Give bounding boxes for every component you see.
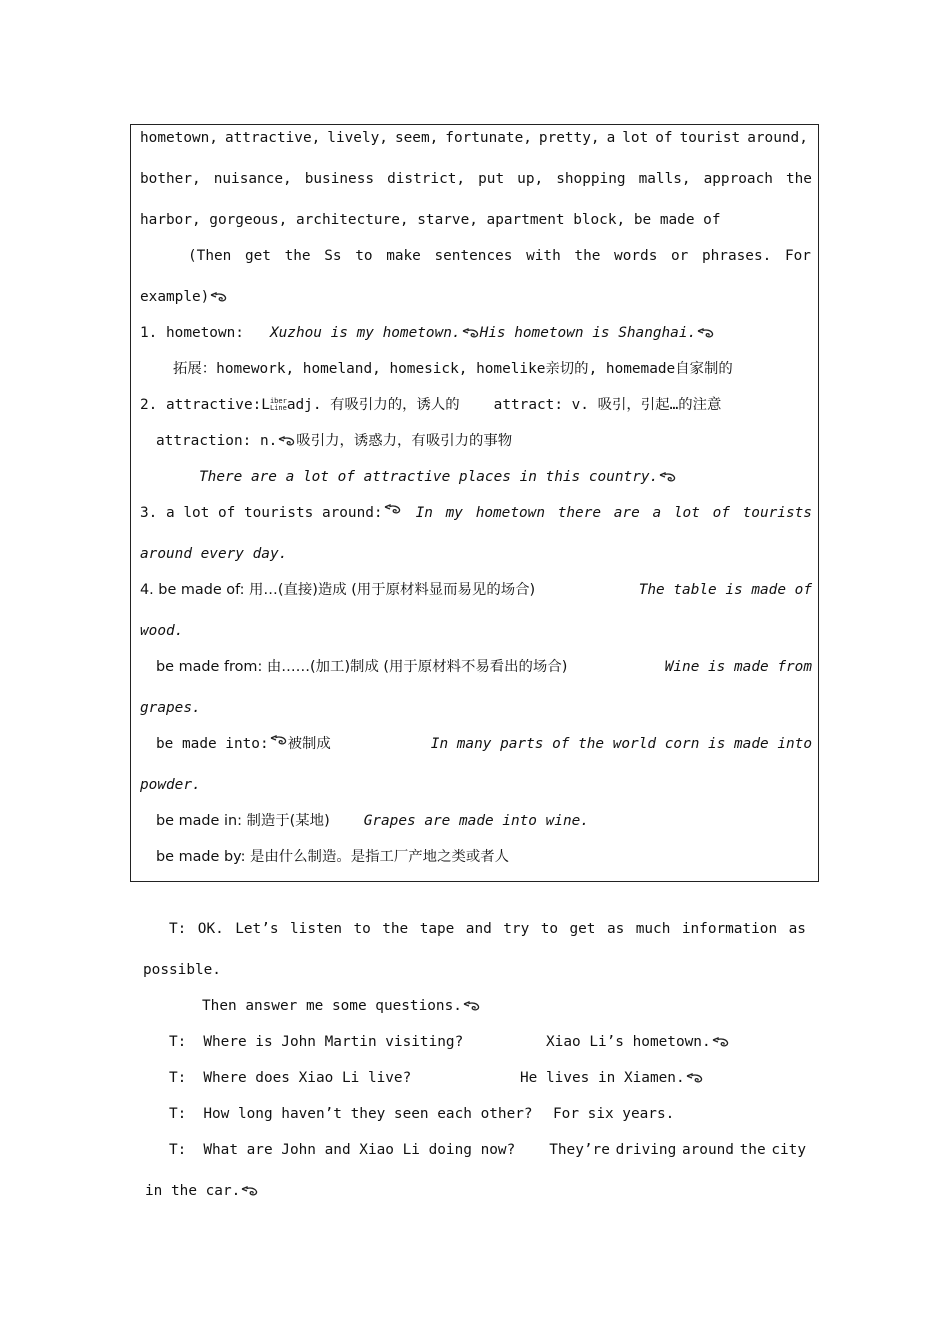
item-made-of-label: 4. be made of: 用…(直接)造成 (用于原材料显而易见的场合)	[140, 582, 536, 598]
item-hometown-label: 1. hometown:	[140, 325, 244, 341]
item-attraction-def: 吸引力，诱惑力，有吸引力的事物	[296, 433, 513, 449]
instruction-word: make	[386, 248, 421, 264]
qa-3-answer: For six years.	[553, 1106, 675, 1122]
vocab-word: of	[655, 130, 673, 146]
vocab-word: shopping	[556, 171, 626, 187]
answer-word: around	[681, 1142, 734, 1158]
example-word: are	[613, 505, 640, 521]
example-word: hometown	[475, 505, 545, 521]
item-made-in-label: be made in: 制造于(某地)	[156, 813, 330, 829]
vocab-word: business	[304, 171, 375, 187]
return-mark-icon	[278, 435, 295, 447]
vocab-line-3: harbor, gorgeous, architecture, starve, apartment block, be made of	[140, 212, 721, 228]
dialogue-word: to	[353, 921, 371, 937]
item-hometown-example-2: His hometown is Shanghai.	[479, 325, 697, 341]
dialogue-word: and	[465, 921, 492, 937]
dialogue-word: to	[540, 921, 559, 937]
item-attractive-label: 2. attractive:	[140, 397, 262, 413]
qa-4-speaker: T:	[169, 1142, 187, 1158]
example-word: my	[445, 505, 463, 521]
instruction-word: the	[574, 248, 601, 264]
return-mark-icon	[712, 1036, 729, 1048]
instruction-text: example)	[140, 289, 210, 305]
return-mark-icon	[463, 1000, 480, 1012]
qa-4	[169, 1140, 806, 1160]
answer-word: the	[739, 1142, 766, 1158]
qa-2-answer: He lives in Xiamen.	[520, 1068, 704, 1088]
item-attraction	[156, 431, 512, 451]
qa-3-question: How long haven’t they seen each other?	[203, 1106, 533, 1122]
vocab-word: lot	[622, 130, 649, 146]
example-word: tourists	[742, 505, 812, 521]
qa-1	[169, 1032, 463, 1052]
item-tourists-label: 3. a lot of tourists around:	[140, 505, 383, 521]
instruction-word: the	[284, 248, 311, 264]
item-attractive-def: adj. 有吸引力的，诱人的	[286, 397, 460, 413]
dialogue-word: T:	[169, 921, 187, 937]
dialogue-word: get	[569, 921, 596, 937]
example-word: a	[652, 505, 662, 521]
instruction-line-1	[188, 246, 811, 266]
item-made-of-example: The table is made of	[638, 582, 812, 598]
instruction-word: sentences	[434, 248, 513, 264]
dialogue-then: Then answer me some questions.	[202, 996, 481, 1016]
vocab-word: put	[478, 171, 505, 187]
instruction-word: words	[614, 248, 658, 264]
example-word: there	[557, 505, 602, 521]
vocab-line-1	[140, 128, 808, 148]
vocab-word: around,	[747, 130, 808, 146]
instruction-word: Ss	[324, 248, 342, 264]
qa-3	[169, 1104, 533, 1124]
vocab-word: a	[606, 130, 616, 146]
instruction-word: to	[355, 248, 373, 264]
vocab-word: the	[785, 171, 812, 187]
instruction-word: (Then	[188, 248, 232, 264]
return-mark-icon	[241, 1185, 258, 1197]
vocab-word: lively,	[327, 130, 388, 146]
item-made-of	[140, 580, 812, 600]
qa-2	[169, 1068, 411, 1088]
item-made-of-example-cont: wood.	[140, 623, 184, 639]
item-attract-def: attract: v. 吸引，引起…的注意	[493, 397, 722, 413]
qa-1-speaker: T:	[169, 1034, 187, 1050]
vocab-word: nuisance,	[213, 171, 292, 187]
item-attractive-example: There are a lot of attractive places in this country.	[199, 467, 677, 487]
dialogue-intro	[169, 919, 806, 939]
dialogue-word: listen	[290, 921, 342, 937]
vocab-word: bother,	[140, 171, 201, 187]
item-made-by: be made by: 是由什么制造。是指工厂产地之类或者人	[156, 849, 510, 865]
dialogue-word: as	[788, 921, 806, 937]
vocab-word: malls,	[638, 171, 691, 187]
item-tourists-example	[416, 503, 812, 523]
vocab-word: up,	[517, 171, 544, 187]
item-attractive	[140, 395, 721, 415]
dialogue-word: the	[382, 921, 409, 937]
instruction-word: or	[671, 248, 689, 264]
vocab-word: district,	[387, 171, 466, 187]
example-word: of	[712, 505, 730, 521]
vocab-word: pretty,	[538, 130, 600, 146]
return-mark-icon	[659, 471, 676, 483]
return-mark-icon	[210, 291, 227, 303]
item-made-from-label: be made from: 由……(加工)制成 (用于原材料不易看出的场合)	[156, 659, 568, 675]
qa-4-question: What are John and Xiao Li doing now?	[203, 1142, 516, 1158]
qa-2-question: Where does Xiao Li live?	[203, 1070, 412, 1086]
answer-word: city	[771, 1142, 806, 1158]
dialogue-intro-cont: possible.	[143, 962, 221, 978]
dialogue-word: OK.	[197, 921, 224, 937]
item-made-from	[156, 657, 812, 677]
item-made-into-example-cont: powder.	[140, 777, 201, 793]
dialogue-word: Let’s	[235, 921, 279, 937]
extension-line: 拓展：homework, homeland, homesick, homelike亲切的, homemade自家制的	[173, 361, 733, 377]
item-made-into-label: be made into:	[156, 736, 269, 752]
item-tourists-example-cont: around every day.	[140, 546, 288, 562]
item-made-into	[156, 734, 812, 754]
instruction-word: with	[526, 248, 561, 264]
item-made-in-example: Grapes are made into wine.	[363, 813, 589, 829]
item-made-into-def: 被制成	[287, 736, 331, 752]
answer-word: driving	[615, 1142, 677, 1158]
return-mark-icon	[384, 503, 401, 523]
item-made-into-example: In many parts of the world corn is made into	[430, 736, 812, 752]
dialogue-word: tape	[419, 921, 455, 937]
dialogue-word: as	[606, 921, 625, 937]
return-mark-icon	[697, 327, 714, 339]
return-mark-icon	[270, 734, 287, 754]
vocab-word: fortunate,	[445, 130, 532, 146]
item-attractive-mark-small: iber Line	[269, 397, 287, 412]
instruction-word: phrases.	[701, 248, 772, 264]
item-made-from-example-cont: grapes.	[140, 700, 201, 716]
example-word: In	[415, 505, 433, 521]
dialogue-word: information	[681, 921, 778, 937]
instruction-line-2	[140, 287, 228, 307]
return-mark-icon	[462, 327, 479, 339]
instruction-word: For	[784, 248, 811, 264]
vocab-word: attractive,	[224, 130, 321, 146]
item-made-in	[156, 811, 589, 831]
qa-3-speaker: T:	[169, 1106, 187, 1122]
return-mark-icon	[686, 1072, 703, 1084]
item-made-from-example: Wine is made from	[664, 659, 812, 675]
qa-1-question: Where is John Martin visiting?	[203, 1034, 464, 1050]
vocab-word: approach	[703, 171, 773, 187]
qa-1-answer: Xiao Li’s hometown.	[546, 1032, 730, 1052]
item-hometown	[140, 323, 715, 343]
vocab-line-2	[140, 169, 812, 189]
item-attraction-label: attraction: n.	[156, 433, 278, 449]
vocab-word: seem,	[394, 130, 439, 146]
answer-word: They’re	[549, 1142, 610, 1158]
example-word: lot	[673, 505, 700, 521]
qa-4-answer-cont: in the car.	[145, 1181, 259, 1201]
item-tourists	[140, 503, 812, 523]
vocab-word: hometown,	[140, 130, 218, 146]
item-hometown-example-1: Xuzhou is my hometown.	[269, 325, 461, 341]
item-attractive-mark: L	[261, 397, 270, 413]
instruction-word: get	[244, 248, 271, 264]
qa-2-speaker: T:	[169, 1070, 187, 1086]
dialogue-word: much	[635, 921, 671, 937]
dialogue-word: try	[503, 921, 530, 937]
qa-4-answer	[549, 1140, 806, 1160]
vocab-word: tourist	[679, 130, 741, 146]
